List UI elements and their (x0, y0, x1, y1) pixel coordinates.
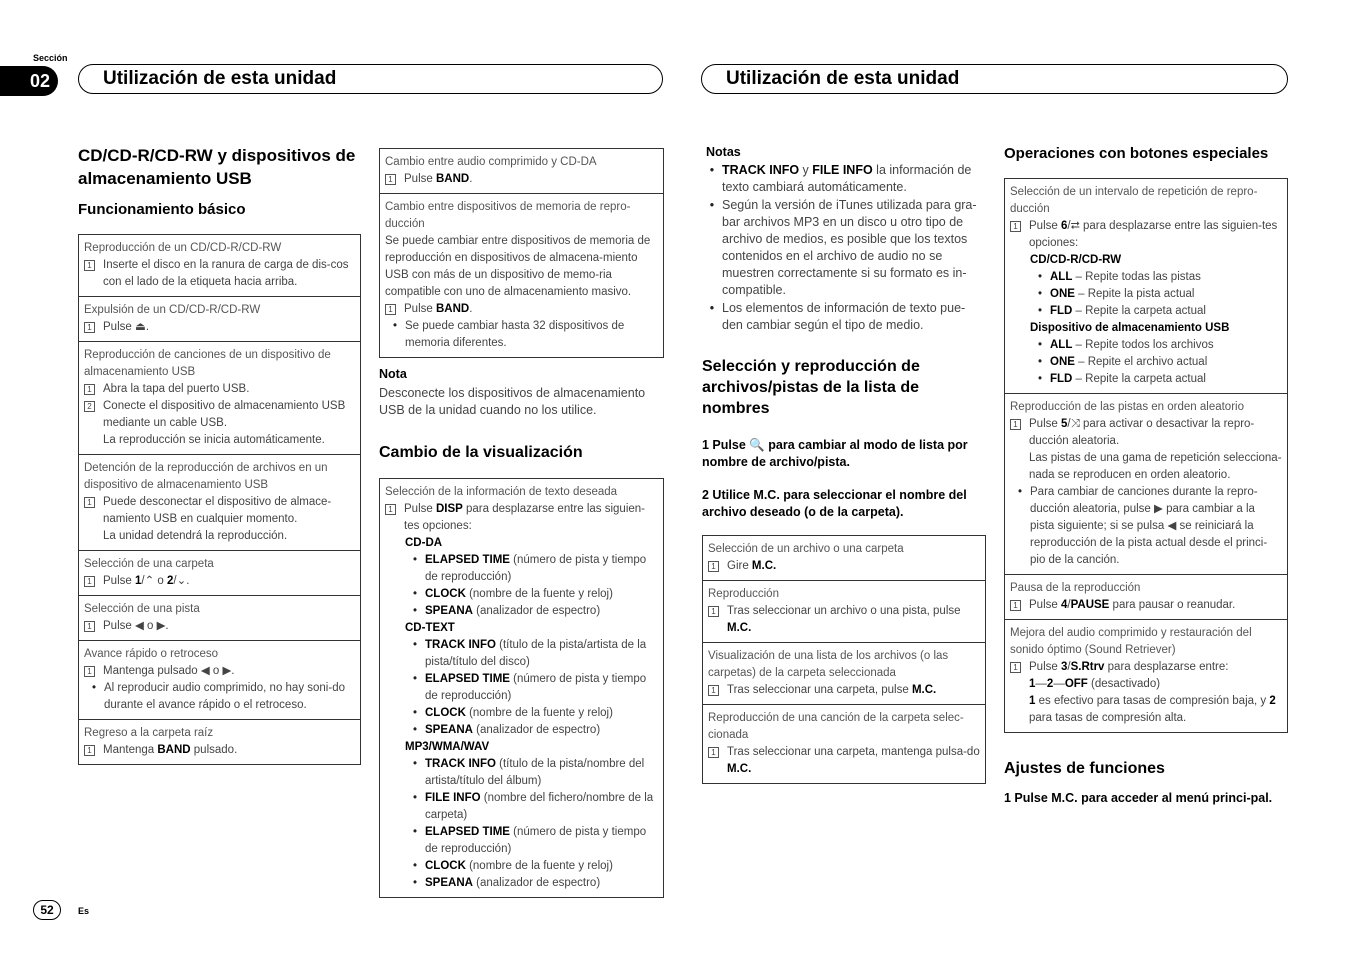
step-text: Abra la tapa del puerto USB. (103, 383, 250, 395)
bullet-line (385, 637, 658, 671)
bullet-text: CLOCK (nombre de la fuente y reloj) (425, 860, 613, 872)
cell-title: Selección de un intervalo de repetición de repro-ducción (1010, 186, 1258, 215)
bullet-line (1010, 303, 1282, 320)
step-line (84, 257, 355, 291)
bullet-text: FLD – Repite la carpeta actual (1050, 305, 1206, 317)
bullet-icon: • (412, 673, 418, 685)
cell-title: Cambio entre audio comprimido y CD-DA (385, 156, 597, 168)
bullet-line (385, 722, 658, 739)
list-operations-table (702, 535, 986, 784)
step-text: Inserte el disco en la ranura de carga de dis-cos con el lado de la etiqueta hacia arriba. (103, 259, 349, 288)
step-line (1010, 218, 1282, 252)
step-number: 1 (1010, 419, 1021, 430)
bullet-text: ELAPSED TIME (número de pista y tiempo de reproducción) (425, 673, 647, 702)
indented-text: 1—2—OFF (desactivado) (1029, 678, 1161, 690)
bullet-line (84, 680, 355, 714)
bullet-icon: • (412, 707, 418, 719)
cell-title: Regreso a la carpeta raíz (84, 727, 214, 739)
step-line (708, 603, 980, 637)
bullet-text: SPEANA (analizador de espectro) (425, 605, 601, 617)
step-line (84, 398, 355, 432)
bullet-line (1010, 337, 1282, 354)
bullet-text: Al reproducir audio comprimido, no hay soni-do durante el avance rápido o el retroceso. (104, 682, 345, 711)
bullet-text: CLOCK (nombre de la fuente y reloj) (425, 588, 613, 600)
option-group-heading: CD/CD-R/CD-RW (1030, 254, 1122, 266)
table-cell (380, 479, 663, 897)
step-number: 1 (1010, 600, 1021, 611)
bullet-text: Se puede cambiar hasta 32 dispositivos de memoria diferentes. (405, 320, 625, 349)
bullet-line (385, 318, 658, 352)
cell-title: Reproducción de una canción de la carpeta selec-cionada (708, 712, 964, 741)
note-item (702, 162, 986, 196)
bullet-line (385, 824, 658, 858)
indented-text: La unidad detendrá la reproducción. (103, 530, 288, 542)
indented-text: 1 es efectivo para tasas de compresión baja, y 2 para tasas de compresión alta. (1029, 695, 1276, 724)
bullet-icon: • (412, 554, 418, 566)
step-number: 1 (84, 384, 95, 395)
cell-title: Reproducción de canciones de un dispositivo de almacenamiento USB (84, 349, 331, 378)
table-cell (380, 193, 663, 357)
section-heading: Cambio de la visualización (379, 444, 583, 461)
bullet-text: Para cambiar de canciones durante la repro-ducción aleatoria, pulse ▶ para cambiar a la pista siguiente; si se pulsa ◀ se reiniciará la reproducción de la pista actual desde el princi-pio de la canción. (1030, 486, 1268, 566)
step-number: 1 (84, 576, 95, 587)
section-heading: Ajustes de funciones (1004, 760, 1165, 777)
bullet-icon: • (412, 724, 418, 736)
step-text: Pulse BAND. (404, 303, 473, 315)
option-group-heading: Dispositivo de almacenamiento USB (1030, 322, 1230, 334)
bullet-text: ELAPSED TIME (número de pista y tiempo de reproducción) (425, 826, 647, 855)
bullet-line (385, 603, 658, 620)
step-line (84, 618, 355, 635)
cell-title: Pausa de la reproducción (1010, 582, 1141, 594)
step-number: 1 (84, 666, 95, 677)
column-1 (78, 144, 361, 765)
step-number: 1 (385, 504, 396, 515)
bullet-icon: • (412, 605, 418, 617)
bullet-text: ALL – Repite todos los archivos (1050, 339, 1214, 351)
bullet-icon: • (1037, 288, 1043, 300)
note-text: Los elementos de información de texto pue-den cambiar según el tipo de medio. (722, 301, 966, 332)
display-table (379, 478, 664, 898)
table-cell (79, 550, 360, 595)
language-code: Es (78, 906, 90, 916)
step-text: Pulse ◀ o ▶. (103, 620, 169, 632)
cell-title: Detención de la reproducción de archivos en un dispositivo de almacenamiento USB (84, 462, 328, 491)
table-cell (380, 149, 663, 193)
table-cell (79, 235, 360, 296)
step-number: 1 (84, 745, 95, 756)
table-cell (1005, 574, 1287, 619)
notes-title: Notas (706, 145, 741, 159)
cell-title: Selección de la información de texto deseada (385, 486, 618, 498)
operations-table (379, 148, 664, 358)
bullet-line (385, 858, 658, 875)
table-cell (703, 580, 985, 642)
page-header-left: Utilización de esta unidad (78, 64, 663, 94)
step-line (708, 682, 980, 699)
subsection-heading: Funcionamiento básico (78, 201, 246, 218)
bullet-line (385, 705, 658, 722)
bullet-icon: • (412, 792, 418, 804)
bullet-line (1010, 484, 1282, 569)
step-line (385, 501, 658, 535)
bullet-icon: • (412, 877, 418, 889)
bullet-icon: • (412, 588, 418, 600)
bullet-icon: • (412, 758, 418, 770)
table-cell (703, 536, 985, 580)
table-cell (79, 296, 360, 341)
option-group-heading: CD-TEXT (405, 622, 455, 634)
operations-table (78, 234, 361, 765)
notes-list (702, 162, 986, 334)
note-text: Desconecte los dispositivos de almacenamiento USB de la unidad cuando no los utilice. (379, 386, 646, 417)
page-header-right: Utilización de esta unidad (701, 64, 1288, 94)
step-text: Tras seleccionar una carpeta, mantenga pulsa-do M.C. (727, 746, 980, 775)
column-4 (1004, 144, 1288, 807)
step-text: Tras seleccionar un archivo o una pista, pulse M.C. (727, 605, 961, 634)
column-2 (379, 148, 664, 898)
table-cell (79, 595, 360, 640)
step-text: Pulse 1/⌃ o 2/⌄. (103, 575, 190, 587)
bullet-icon: • (709, 163, 715, 177)
bullet-icon: • (1037, 373, 1043, 385)
special-buttons-table (1004, 178, 1288, 733)
bullet-icon: • (412, 826, 418, 838)
bullet-text: TRACK INFO (título de la pista/artista de la pista/título del disco) (425, 639, 647, 668)
cell-title: Selección de una carpeta (84, 558, 214, 570)
step-line (1010, 659, 1282, 676)
step-number: 1 (84, 260, 95, 271)
section-heading: CD/CD-R/CD-RW y dispositivos de almacenamiento USB (78, 146, 356, 188)
step-text: Conecte el dispositivo de almacenamiento USB mediante un cable USB. (103, 400, 346, 429)
cell-title: Selección de un archivo o una carpeta (708, 543, 904, 555)
note-item (702, 300, 986, 334)
bullet-icon: • (1017, 486, 1023, 498)
step-text: Pulse 5/⤨ para activar o desactivar la repro-ducción aleatoria. (1029, 418, 1255, 447)
bullet-line (1010, 354, 1282, 371)
step-number: 1 (708, 747, 719, 758)
bullet-line (385, 756, 658, 790)
section-heading: Selección y reproducción de archivos/pistas de la lista de nombres (702, 358, 920, 417)
bullet-line (385, 875, 658, 892)
table-cell (79, 341, 360, 454)
step-line (84, 319, 355, 336)
cell-title: Cambio entre dispositivos de memoria de repro-ducción (385, 201, 631, 230)
bullet-icon: • (91, 682, 97, 694)
table-cell (79, 640, 360, 719)
bullet-icon: • (412, 639, 418, 651)
step-text: Pulse 6/⮂ para desplazarse entre las siguien-tes opciones: (1029, 220, 1278, 249)
bullet-text: ELAPSED TIME (número de pista y tiempo de reproducción) (425, 554, 647, 583)
step-line (84, 573, 355, 590)
bullet-text: ONE – Repite el archivo actual (1050, 356, 1208, 368)
table-cell (1005, 619, 1287, 732)
bullet-icon: • (392, 320, 398, 332)
bullet-icon: • (1037, 305, 1043, 317)
bullet-text: ONE – Repite la pista actual (1050, 288, 1195, 300)
subsection-heading: Operaciones con botones especiales (1004, 145, 1269, 162)
step-text: Tras seleccionar una carpeta, pulse M.C. (727, 684, 937, 696)
step-text: Pulse 4/PAUSE para pausar o reanudar. (1029, 599, 1236, 611)
cell-title: Mejora del audio comprimido y restauración del sonido óptimo (Sound Retriever) (1010, 627, 1252, 656)
step-line (708, 558, 980, 575)
step-text: Mantenga BAND pulsado. (103, 744, 238, 756)
option-group-heading: CD-DA (405, 537, 443, 549)
step-number: 1 (708, 685, 719, 696)
indented-text: La reproducción se inicia automáticamente. (103, 434, 325, 446)
table-cell (79, 454, 360, 550)
step-line (708, 744, 980, 778)
step-number: 1 (1010, 221, 1021, 232)
step-line (84, 742, 355, 759)
bullet-text: TRACK INFO (título de la pista/nombre del artista/título del álbum) (425, 758, 645, 787)
bullet-line (385, 586, 658, 603)
step-text: Pulse 3/S.Rtrv para desplazarse entre: (1029, 661, 1229, 673)
step-line (84, 381, 355, 398)
step-number: 1 (1010, 662, 1021, 673)
bullet-text: SPEANA (analizador de espectro) (425, 877, 601, 889)
step-text: Gire M.C. (727, 560, 777, 572)
step-text: Mantenga pulsado ◀ o ▶. (103, 665, 235, 677)
step-line (84, 494, 355, 528)
section-label: Sección (33, 53, 68, 63)
cell-title: Expulsión de un CD/CD-R/CD-RW (84, 304, 261, 316)
step-1: 1 Pulse M.C. para acceder al menú princi-pal. (1004, 791, 1273, 805)
step-line (1010, 597, 1282, 614)
bullet-text: FLD – Repite la carpeta actual (1050, 373, 1206, 385)
step-number: 1 (708, 606, 719, 617)
bullet-icon: • (709, 301, 715, 315)
bullet-icon: • (1037, 271, 1043, 283)
table-cell (79, 719, 360, 764)
step-number: 1 (385, 174, 396, 185)
step-number: 1 (708, 561, 719, 572)
bullet-text: FILE INFO (nombre del fichero/nombre de la carpeta) (425, 792, 654, 821)
bullet-line (385, 790, 658, 824)
bullet-icon: • (412, 860, 418, 872)
step-number: 1 (84, 621, 95, 632)
bullet-line (385, 552, 658, 586)
step-number: 1 (385, 304, 396, 315)
bullet-icon: • (1037, 356, 1043, 368)
cell-title: Reproducción de un CD/CD-R/CD-RW (84, 242, 282, 254)
cell-title: Reproducción (708, 588, 779, 600)
cell-title: Avance rápido o retroceso (84, 648, 219, 660)
bullet-text: CLOCK (nombre de la fuente y reloj) (425, 707, 613, 719)
bullet-line (385, 671, 658, 705)
step-text: Pulse ⏏. (103, 321, 150, 333)
option-group-heading: MP3/WMA/WAV (405, 741, 490, 753)
bullet-line (1010, 269, 1282, 286)
table-cell (1005, 179, 1287, 393)
plain-text: Se puede cambiar entre dispositivos de memoria de reproducción en dispositivos de almacena-miento USB con más de un dispositivo de memo-ria compatible con uno de almacenamiento masivo. (385, 235, 651, 298)
step-line (1010, 416, 1282, 450)
column-3 (702, 144, 986, 784)
note-item (702, 197, 986, 299)
step-number: 2 (84, 401, 95, 412)
step-1: 1 Pulse 🔍 para cambiar al modo de lista por nombre de archivo/pista. (702, 438, 968, 469)
table-cell (703, 704, 985, 783)
section-number-badge: 02 (0, 66, 58, 96)
cell-title: Reproducción de las pistas en orden aleatorio (1010, 401, 1244, 413)
step-text: Pulse BAND. (404, 173, 473, 185)
cell-title: Selección de una pista (84, 603, 200, 615)
indented-text: Las pistas de una gama de repetición selecciona-nada se reproducen en orden aleatorio. (1029, 452, 1282, 481)
bullet-line (1010, 286, 1282, 303)
note-text: TRACK INFO y FILE INFO la información de texto cambiará automáticamente. (722, 163, 972, 194)
bullet-text: ALL – Repite todas las pistas (1050, 271, 1201, 283)
bullet-icon: • (709, 198, 715, 212)
note-title: Nota (379, 367, 407, 381)
bullet-text: SPEANA (analizador de espectro) (425, 724, 601, 736)
step-text: Puede desconectar el dispositivo de almace-namiento USB en cualquier momento. (103, 496, 332, 525)
step-line (385, 171, 658, 188)
step-2: 2 Utilice M.C. para seleccionar el nombre del archivo deseado (o de la carpeta). (702, 488, 967, 519)
step-text: Pulse DISP para desplazarse entre las siguien-tes opciones: (404, 503, 645, 532)
step-line (385, 301, 658, 318)
cell-title: Visualización de una lista de los archivos (o las carpetas) de la carpeta seleccionada (708, 650, 949, 679)
table-cell (703, 642, 985, 704)
step-line (84, 663, 355, 680)
bullet-line (1010, 371, 1282, 388)
bullet-icon: • (1037, 339, 1043, 351)
page-number: 52 (33, 900, 61, 920)
table-cell (1005, 393, 1287, 574)
note-text: Según la versión de iTunes utilizada para gra-bar archivos MP3 en un disco u otro tipo de archivo de medios, es posible que los textos contenidos en el archivo de audio no se muestren correctamente si su formato es in-compatible. (722, 198, 977, 297)
step-number: 1 (84, 497, 95, 508)
step-number: 1 (84, 322, 95, 333)
